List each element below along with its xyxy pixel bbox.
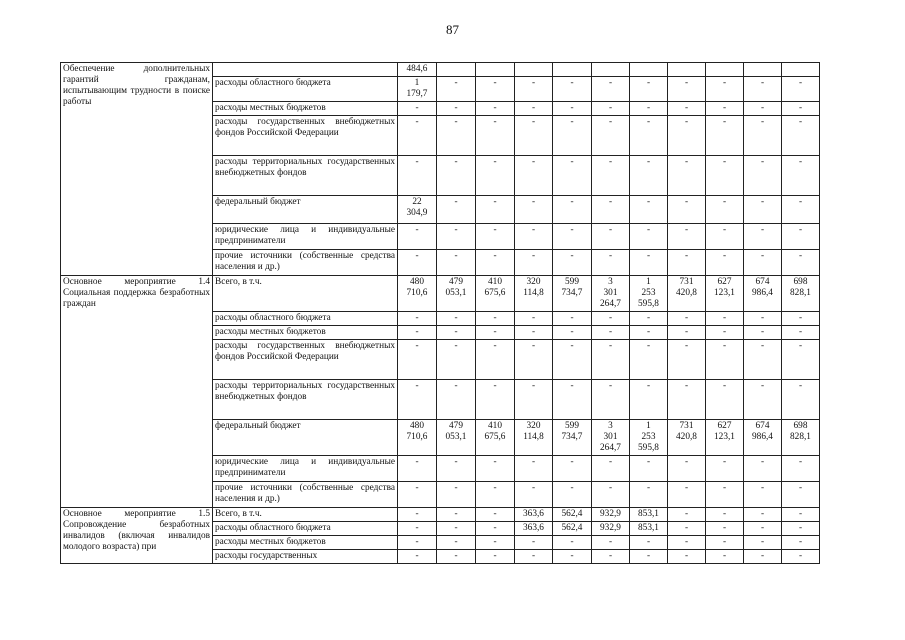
funding-source: расходы местных бюджетов <box>213 102 398 116</box>
empty-value-cell: - <box>630 380 668 420</box>
blank-cell <box>668 63 706 77</box>
empty-value-cell: - <box>744 312 782 326</box>
empty-value-cell: - <box>437 456 476 482</box>
empty-value-cell: - <box>592 312 630 326</box>
empty-value-cell: - <box>782 250 820 276</box>
blank-cell <box>515 63 553 77</box>
empty-value-cell: - <box>744 522 782 536</box>
empty-value-cell: - <box>515 102 553 116</box>
empty-value-cell: - <box>476 156 515 196</box>
blank-cell <box>592 63 630 77</box>
empty-value-cell: - <box>515 380 553 420</box>
empty-value-cell: - <box>782 156 820 196</box>
empty-value-cell: - <box>706 250 744 276</box>
empty-value-cell: - <box>744 482 782 508</box>
value-cell: 22 304,9 <box>398 196 437 224</box>
empty-value-cell: - <box>668 224 706 250</box>
empty-value-cell: - <box>744 508 782 522</box>
empty-value-cell: - <box>668 156 706 196</box>
empty-value-cell: - <box>668 116 706 156</box>
blank-cell <box>476 63 515 77</box>
funding-source: расходы государственных внебюджетных фондов Российской Федерации <box>213 116 398 156</box>
empty-value-cell: - <box>782 326 820 340</box>
empty-value-cell: - <box>630 102 668 116</box>
value-cell: 320 114,8 <box>515 276 553 312</box>
empty-value-cell: - <box>553 456 592 482</box>
funding-source: прочие источники (собственные средства населения и др.) <box>213 482 398 508</box>
value-cell: 480 710,6 <box>398 420 437 456</box>
blank-cell <box>437 63 476 77</box>
empty-value-cell: - <box>437 224 476 250</box>
empty-value-cell: - <box>553 156 592 196</box>
empty-value-cell: - <box>398 326 437 340</box>
empty-value-cell: - <box>476 550 515 564</box>
empty-value-cell: - <box>668 508 706 522</box>
empty-value-cell: - <box>437 536 476 550</box>
empty-value-cell: - <box>515 224 553 250</box>
empty-value-cell: - <box>706 522 744 536</box>
empty-value-cell: - <box>782 522 820 536</box>
empty-value-cell: - <box>398 456 437 482</box>
value-cell: 731 420,8 <box>668 420 706 456</box>
empty-value-cell: - <box>744 380 782 420</box>
empty-value-cell: - <box>592 116 630 156</box>
empty-value-cell: - <box>782 340 820 380</box>
empty-value-cell: - <box>668 380 706 420</box>
empty-value-cell: - <box>782 312 820 326</box>
empty-value-cell: - <box>744 102 782 116</box>
empty-value-cell: - <box>630 312 668 326</box>
empty-value-cell: - <box>668 250 706 276</box>
funding-source: расходы местных бюджетов <box>213 326 398 340</box>
value-cell: 1 253 595,8 <box>630 276 668 312</box>
value-cell: 932,9 <box>592 508 630 522</box>
empty-value-cell: - <box>437 102 476 116</box>
empty-value-cell: - <box>398 508 437 522</box>
empty-value-cell: - <box>476 482 515 508</box>
empty-value-cell: - <box>515 250 553 276</box>
empty-value-cell: - <box>476 340 515 380</box>
value-cell: 320 114,8 <box>515 420 553 456</box>
event-title: Основное мероприятие 1.5 Сопровождение безработных инвалидов (включая инвалидов молодого возраста) при <box>61 508 213 564</box>
empty-value-cell: - <box>553 312 592 326</box>
value-cell: 674 986,4 <box>744 420 782 456</box>
empty-value-cell: - <box>476 196 515 224</box>
empty-value-cell: - <box>782 550 820 564</box>
empty-value-cell: - <box>668 196 706 224</box>
empty-value-cell: - <box>437 116 476 156</box>
empty-value-cell: - <box>592 156 630 196</box>
empty-value-cell: - <box>706 456 744 482</box>
empty-value-cell: - <box>782 456 820 482</box>
empty-value-cell: - <box>744 156 782 196</box>
empty-value-cell: - <box>398 522 437 536</box>
funding-source: расходы государственных <box>213 550 398 564</box>
empty-value-cell: - <box>630 77 668 102</box>
value-cell: 3 301 264,7 <box>592 420 630 456</box>
empty-value-cell: - <box>515 550 553 564</box>
value-cell: 674 986,4 <box>744 276 782 312</box>
value-cell: 410 675,6 <box>476 420 515 456</box>
value-cell: 627 123,1 <box>706 276 744 312</box>
funding-source: Всего, в т.ч. <box>213 508 398 522</box>
empty-value-cell: - <box>668 326 706 340</box>
page-number: 87 <box>446 22 459 37</box>
value-cell: 853,1 <box>630 522 668 536</box>
empty-value-cell: - <box>553 224 592 250</box>
value-cell: 599 734,7 <box>553 276 592 312</box>
empty-value-cell: - <box>668 102 706 116</box>
value-cell: 627 123,1 <box>706 420 744 456</box>
empty-value-cell: - <box>437 380 476 420</box>
blank-cell <box>630 63 668 77</box>
empty-value-cell: - <box>706 536 744 550</box>
empty-value-cell: - <box>437 550 476 564</box>
empty-value-cell: - <box>706 380 744 420</box>
empty-value-cell: - <box>398 224 437 250</box>
empty-value-cell: - <box>706 156 744 196</box>
empty-value-cell: - <box>476 102 515 116</box>
empty-value-cell: - <box>706 196 744 224</box>
funding-source: расходы местных бюджетов <box>213 536 398 550</box>
empty-value-cell: - <box>398 102 437 116</box>
empty-value-cell: - <box>782 77 820 102</box>
empty-value-cell: - <box>592 340 630 380</box>
empty-value-cell: - <box>668 482 706 508</box>
empty-value-cell: - <box>398 116 437 156</box>
empty-value-cell: - <box>706 102 744 116</box>
empty-value-cell: - <box>592 550 630 564</box>
empty-value-cell: - <box>592 326 630 340</box>
value-cell: 731 420,8 <box>668 276 706 312</box>
value-cell: 698 828,1 <box>782 420 820 456</box>
blank-cell <box>553 63 592 77</box>
empty-value-cell: - <box>630 250 668 276</box>
empty-value-cell: - <box>592 380 630 420</box>
empty-value-cell: - <box>437 196 476 224</box>
value-cell: 562,4 <box>553 508 592 522</box>
empty-value-cell: - <box>515 326 553 340</box>
empty-value-cell: - <box>515 536 553 550</box>
empty-value-cell: - <box>476 326 515 340</box>
empty-value-cell: - <box>398 156 437 196</box>
empty-value-cell: - <box>668 77 706 102</box>
funding-source: Всего, в т.ч. <box>213 276 398 312</box>
empty-value-cell: - <box>630 116 668 156</box>
empty-value-cell: - <box>437 77 476 102</box>
empty-value-cell: - <box>592 77 630 102</box>
empty-value-cell: - <box>782 116 820 156</box>
value-cell: 484,6 <box>398 63 437 77</box>
empty-value-cell: - <box>553 77 592 102</box>
empty-value-cell: - <box>744 77 782 102</box>
empty-value-cell: - <box>782 224 820 250</box>
empty-value-cell: - <box>437 326 476 340</box>
empty-value-cell: - <box>706 326 744 340</box>
funding-source: юридические лица и индивидуальные предприниматели <box>213 456 398 482</box>
funding-source: расходы областного бюджета <box>213 312 398 326</box>
empty-value-cell: - <box>630 326 668 340</box>
empty-value-cell: - <box>744 224 782 250</box>
empty-value-cell: - <box>744 550 782 564</box>
empty-value-cell: - <box>437 340 476 380</box>
value-cell: 363,6 <box>515 508 553 522</box>
event-title: Обеспечение дополнительных гарантий гражданам, испытывающим трудности в поиске работы <box>61 63 213 276</box>
empty-value-cell: - <box>592 482 630 508</box>
empty-value-cell: - <box>398 550 437 564</box>
empty-value-cell: - <box>630 224 668 250</box>
funding-source <box>213 63 398 77</box>
empty-value-cell: - <box>476 312 515 326</box>
empty-value-cell: - <box>592 224 630 250</box>
empty-value-cell: - <box>706 508 744 522</box>
empty-value-cell: - <box>782 196 820 224</box>
empty-value-cell: - <box>476 508 515 522</box>
empty-value-cell: - <box>515 482 553 508</box>
empty-value-cell: - <box>630 156 668 196</box>
empty-value-cell: - <box>398 482 437 508</box>
empty-value-cell: - <box>476 522 515 536</box>
empty-value-cell: - <box>437 522 476 536</box>
empty-value-cell: - <box>744 116 782 156</box>
empty-value-cell: - <box>553 326 592 340</box>
empty-value-cell: - <box>744 536 782 550</box>
empty-value-cell: - <box>476 456 515 482</box>
empty-value-cell: - <box>630 340 668 380</box>
value-cell: 479 053,1 <box>437 276 476 312</box>
funding-source: расходы областного бюджета <box>213 77 398 102</box>
empty-value-cell: - <box>515 156 553 196</box>
value-cell: 599 734,7 <box>553 420 592 456</box>
table-row <box>61 276 820 312</box>
funding-source: федеральный бюджет <box>213 420 398 456</box>
empty-value-cell: - <box>476 380 515 420</box>
empty-value-cell: - <box>706 340 744 380</box>
empty-value-cell: - <box>437 250 476 276</box>
empty-value-cell: - <box>782 508 820 522</box>
empty-value-cell: - <box>668 456 706 482</box>
empty-value-cell: - <box>553 380 592 420</box>
empty-value-cell: - <box>592 196 630 224</box>
empty-value-cell: - <box>515 456 553 482</box>
empty-value-cell: - <box>706 116 744 156</box>
empty-value-cell: - <box>553 250 592 276</box>
empty-value-cell: - <box>515 312 553 326</box>
empty-value-cell: - <box>476 536 515 550</box>
empty-value-cell: - <box>782 102 820 116</box>
empty-value-cell: - <box>744 196 782 224</box>
empty-value-cell: - <box>437 508 476 522</box>
empty-value-cell: - <box>515 116 553 156</box>
value-cell: 698 828,1 <box>782 276 820 312</box>
empty-value-cell: - <box>398 312 437 326</box>
funding-source: юридические лица и индивидуальные предприниматели <box>213 224 398 250</box>
value-cell: 363,6 <box>515 522 553 536</box>
empty-value-cell: - <box>668 522 706 536</box>
funding-source: прочие источники (собственные средства населения и др.) <box>213 250 398 276</box>
empty-value-cell: - <box>744 340 782 380</box>
empty-value-cell: - <box>476 224 515 250</box>
empty-value-cell: - <box>706 312 744 326</box>
empty-value-cell: - <box>515 340 553 380</box>
empty-value-cell: - <box>668 340 706 380</box>
value-cell: 562,4 <box>553 522 592 536</box>
empty-value-cell: - <box>630 456 668 482</box>
empty-value-cell: - <box>630 482 668 508</box>
empty-value-cell: - <box>553 196 592 224</box>
empty-value-cell: - <box>592 250 630 276</box>
empty-value-cell: - <box>553 482 592 508</box>
blank-cell <box>706 63 744 77</box>
empty-value-cell: - <box>630 550 668 564</box>
empty-value-cell: - <box>437 482 476 508</box>
empty-value-cell: - <box>515 77 553 102</box>
empty-value-cell: - <box>476 116 515 156</box>
empty-value-cell: - <box>782 380 820 420</box>
empty-value-cell: - <box>592 536 630 550</box>
value-cell: 932,9 <box>592 522 630 536</box>
value-cell: 410 675,6 <box>476 276 515 312</box>
empty-value-cell: - <box>706 550 744 564</box>
empty-value-cell: - <box>744 456 782 482</box>
value-cell: 1 253 595,8 <box>630 420 668 456</box>
empty-value-cell: - <box>476 77 515 102</box>
empty-value-cell: - <box>515 196 553 224</box>
funding-source: расходы территориальных государственных внебюджетных фондов <box>213 380 398 420</box>
empty-value-cell: - <box>592 102 630 116</box>
empty-value-cell: - <box>630 536 668 550</box>
empty-value-cell: - <box>706 77 744 102</box>
empty-value-cell: - <box>706 224 744 250</box>
value-cell: 479 053,1 <box>437 420 476 456</box>
empty-value-cell: - <box>553 550 592 564</box>
empty-value-cell: - <box>437 156 476 196</box>
empty-value-cell: - <box>782 482 820 508</box>
empty-value-cell: - <box>630 196 668 224</box>
empty-value-cell: - <box>592 456 630 482</box>
empty-value-cell: - <box>553 116 592 156</box>
empty-value-cell: - <box>668 550 706 564</box>
table-row <box>61 63 820 77</box>
empty-value-cell: - <box>553 536 592 550</box>
empty-value-cell: - <box>744 250 782 276</box>
funding-source: расходы территориальных государственных внебюджетных фондов <box>213 156 398 196</box>
budget-table <box>60 62 820 564</box>
value-cell: 853,1 <box>630 508 668 522</box>
table-row <box>61 508 820 522</box>
value-cell: 480 710,6 <box>398 276 437 312</box>
empty-value-cell: - <box>476 250 515 276</box>
empty-value-cell: - <box>668 536 706 550</box>
blank-cell <box>782 63 820 77</box>
empty-value-cell: - <box>437 312 476 326</box>
event-title: Основное мероприятие 1.4 Социальная поддержка безработных граждан <box>61 276 213 508</box>
empty-value-cell: - <box>553 340 592 380</box>
value-cell: 1 179,7 <box>398 77 437 102</box>
empty-value-cell: - <box>398 380 437 420</box>
funding-source: федеральный бюджет <box>213 196 398 224</box>
empty-value-cell: - <box>398 340 437 380</box>
empty-value-cell: - <box>706 482 744 508</box>
blank-cell <box>744 63 782 77</box>
empty-value-cell: - <box>398 536 437 550</box>
funding-source: расходы государственных внебюджетных фондов Российской Федерации <box>213 340 398 380</box>
empty-value-cell: - <box>744 326 782 340</box>
funding-source: расходы областного бюджета <box>213 522 398 536</box>
value-cell: 3 301 264,7 <box>592 276 630 312</box>
empty-value-cell: - <box>782 536 820 550</box>
empty-value-cell: - <box>668 312 706 326</box>
empty-value-cell: - <box>553 102 592 116</box>
empty-value-cell: - <box>398 250 437 276</box>
